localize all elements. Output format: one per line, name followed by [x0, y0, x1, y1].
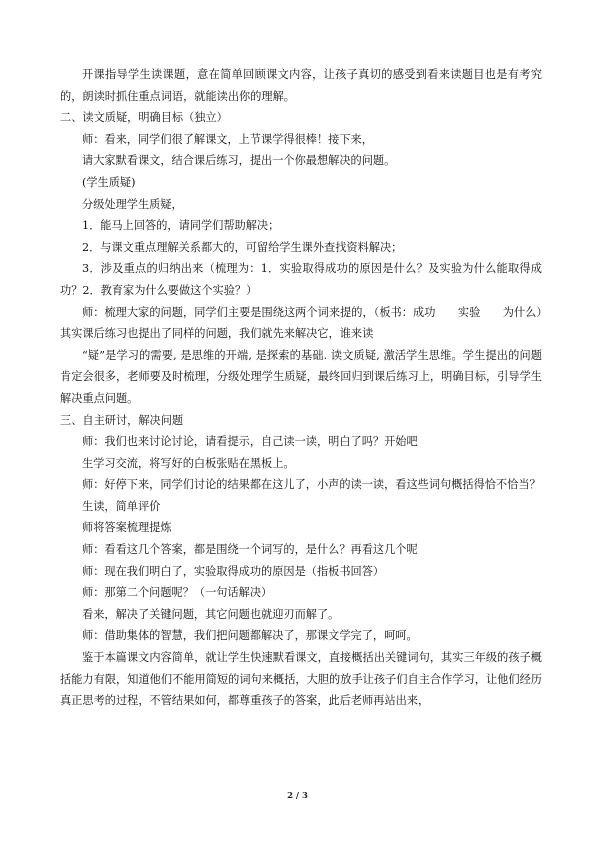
body-paragraph: 师：借助集体的智慧，我们把问题都解决了，那课文学完了，呵呵。 — [82, 629, 418, 643]
body-paragraph: 师：好停下来，同学们讨论的结果都在这儿了，小声的读一读，看这些词句概括得恰不恰当？ — [82, 478, 541, 492]
body-paragraph: 师：现在我们明白了，实验取得成功的原因是（指板书回答） — [82, 564, 385, 578]
body-paragraph: 3．涉及重点的归纳出来（梳理为：1．实验取得成功的原因是什么？及实验为什么能取得成功？2．教育家为什么要做这个实验？） — [60, 262, 542, 297]
page-number: 2 / 3 — [287, 791, 308, 801]
section-heading: 二、读文质疑，明确目标（独立） — [60, 111, 228, 125]
body-paragraph: 师：我们也来讨论讨论，请看提示，自己读一读，明白了吗？开始吧 — [82, 435, 418, 449]
body-paragraph: 师：梳理大家的问题，同学们主要是围绕这两个词来提的，（板书：成功 实验 为什么）其实课后练习也提出了同样的问题，我们就先来解决它，谁来读 — [60, 305, 542, 341]
section-heading: 三、自主研讨，解决问题 — [60, 413, 184, 427]
body-paragraph: 看来，解决了关键问题，其它问题也就迎刃而解了。 — [82, 607, 340, 621]
body-paragraph: (学生质疑) — [82, 175, 136, 189]
document-body — [60, 64, 542, 712]
body-paragraph: 师将答案梳理提炼 — [82, 521, 172, 535]
body-paragraph: 鉴于本篇课文内容简单，就让学生快速默看课文，直接概括出关键词句，其实三年级的孩子概括能力有限，知道他们不能用简短的词句来概括，大胆的放手让孩子们自主合作学习，让他们经历真正思考的过程，不管结果如何，都尊重孩子的答案，此后老师再站出来， — [60, 651, 542, 708]
body-paragraph: 师：看来，同学们很了解课文，上节课学得很棒！接下来， — [82, 132, 373, 146]
body-paragraph: 1．能马上回答的，请同学们帮助解决； — [82, 219, 280, 233]
body-paragraph: 请大家默看课文，结合课后练习，提出一个你最想解决的问题。 — [82, 154, 396, 168]
body-paragraph: 2．与课文重点理解关系都大的，可留给学生课外查找资料解决； — [82, 240, 403, 254]
body-paragraph: “疑”是学习的需要, 是思维的开端, 是探索的基础. 读文质疑, 激活学生思维。学生提出的问题肯定会很多，老师要及时梳理，分级处理学生质疑，最终回归到课后练习上，明确目标，引导学生解决重点问题。 — [60, 348, 542, 405]
body-paragraph: 分级处理学生质疑， — [82, 197, 183, 211]
body-paragraph: 生读，简单评价 — [82, 499, 161, 513]
body-paragraph: 师：看看这几个答案，都是围绕一个词写的，是什么？再看这几个呢 — [82, 543, 418, 557]
body-paragraph: 师：那第二个问题呢？（一句话解决） — [82, 586, 273, 600]
body-paragraph: 开课指导学生读课题，意在简单回顾课文内容，让孩子真切的感受到看来读题目也是有考究的，朗读时抓住重点词语，就能读出你的理解。 — [60, 68, 542, 103]
body-paragraph: 生学习交流，将写好的白板张贴在黑板上。 — [82, 456, 295, 470]
